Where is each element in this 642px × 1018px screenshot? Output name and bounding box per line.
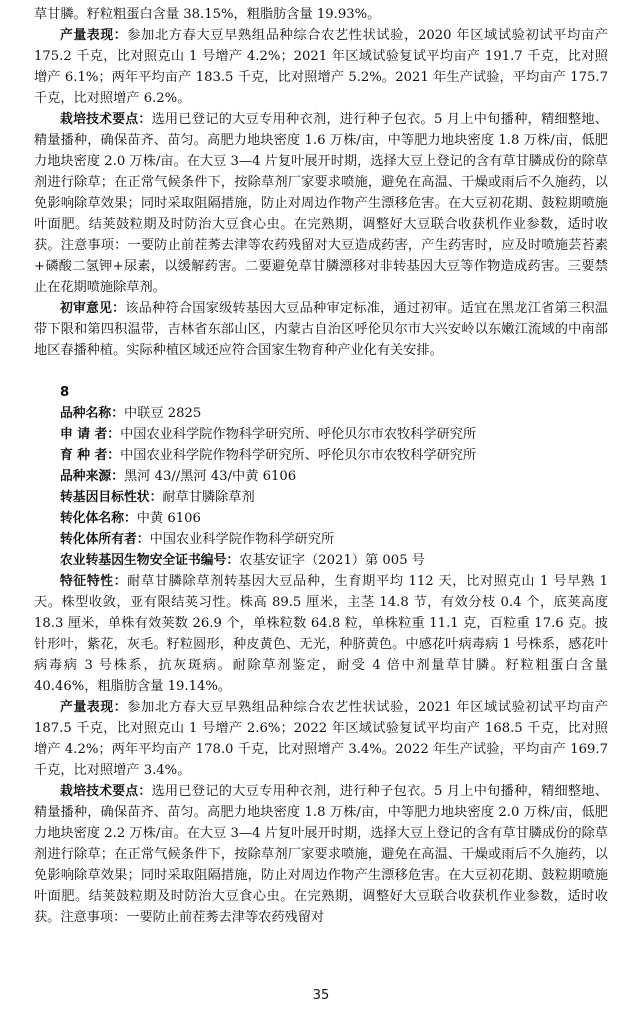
source-row — [34, 466, 608, 487]
breeder-value: 中国农业科学院作物科学研究所、呼伦贝尔市农牧科学研究所 — [120, 448, 477, 463]
prev-opinion-text: 该品种符合国家级转基因大豆品种审定标准，通过初审。适宜在黑龙江省第三积温带下限和第四积温带，吉林省东部山区，内蒙古自治区呼伦贝尔市大兴安岭以东嫩江流域的中南部地区春播种植。实际种植区域还应符合国家生物育种产业化有关安排。 — [34, 301, 609, 358]
feature-label: 特征特性： — [60, 574, 128, 589]
certificate-row — [34, 550, 608, 571]
prev-yield-paragraph — [34, 25, 608, 109]
breeder-label: 育 种 者： — [60, 448, 121, 463]
owner-label: 转化体所有者： — [60, 532, 150, 547]
variety-name-row — [34, 403, 608, 424]
entry-number: 8 — [60, 385, 70, 400]
event-row — [34, 508, 608, 529]
certificate-value: 农基安证字（2021）第 005 号 — [239, 553, 425, 568]
breeder-row — [34, 445, 608, 466]
prev-opinion-paragraph — [34, 298, 608, 361]
cultivation-text: 选用已登记的大豆专用种衣剂，进行种子包衣。5 月上中旬播种，精细整地、精量播种，确保苗齐、苗匀。高肥力地块密度 1.8 万株/亩，中等肥力地块密度 2.0 万株/亩，低肥力地块密度 2.2 万株/亩。在大豆 3—4 片复叶展开时期，选择大豆上登记的含有草甘膦成份的除草剂进行除草；在正常气候条件下，按除草剂厂家要求喷施，避免在高温、干燥或雨后不久施药，以免影响除草效果；同时采取阻隔措施，防止对周边作物产生漂移危害。在大豆初花期、鼓粒期喷施叶面肥。结荚鼓粒期及时防治大豆食心虫。在完熟期，调整好大豆联合收获机作业参数，适时收获。注意事项：一要防止前茬莠去津等农药残留对 — [34, 784, 608, 925]
applicant-label: 申 请 者： — [60, 427, 121, 442]
yield-paragraph — [34, 697, 608, 781]
trait-label: 转基因目标性状： — [60, 490, 163, 505]
prev-cultivation-label: 栽培技术要点： — [60, 112, 152, 127]
prev-quality-tail: 草甘膦。籽粒粗蛋白含量 38.15%，粗脂肪含量 19.93%。 — [34, 7, 381, 22]
prev-yield-label: 产量表现： — [60, 28, 128, 43]
document-page — [34, 4, 608, 928]
prev-cultivation-paragraph — [34, 109, 608, 298]
source-value: 黑河 43//黑河 43/中黄 6106 — [123, 469, 297, 484]
applicant-value: 中国农业科学院作物科学研究所、呼伦贝尔市农牧科学研究所 — [120, 427, 477, 442]
page-number: 35 — [312, 988, 330, 1003]
yield-label: 产量表现： — [60, 700, 128, 715]
event-label: 转化体名称： — [60, 511, 137, 526]
prev-opinion-label: 初审意见： — [60, 301, 126, 316]
prev-yield-text: 参加北方春大豆早熟组品种综合农艺性状试验，2020 年区域试验初试平均亩产 175.2 千克，比对照克山 1 号增产 4.2%；2021 年区域试验复试平均亩产 191.7 千克，比对照增产 6.1%；两年平均亩产 183.5 千克，比对照增产 5.2%。2021 年生产试验，平均亩产 175.7 千克，比对照增产 6.2%。 — [34, 28, 608, 106]
variety-name-value: 中联豆 2825 — [123, 406, 202, 421]
certificate-label: 农业转基因生物安全证书编号： — [60, 553, 240, 568]
applicant-row — [34, 424, 608, 445]
variety-name-label: 品种名称： — [60, 406, 124, 421]
feature-paragraph — [34, 571, 608, 697]
cultivation-label: 栽培技术要点： — [60, 784, 152, 799]
cultivation-paragraph — [34, 781, 608, 928]
prev-cultivation-text: 选用已登记的大豆专用种衣剂，进行种子包衣。5 月上中旬播种，精细整地、精量播种，确保苗齐、苗匀。高肥力地块密度 1.6 万株/亩，中等肥力地块密度 1.8 万株/亩，低肥力地块密度 2.0 万株/亩。在大豆 3—4 片复叶展开时期，选择大豆上登记的含有草甘膦成份的除草剂进行除草；在正常气候条件下，按除草剂厂家要求喷施，避免在高温、干燥或雨后不久施药，以免影响除草效果；同时采取阻隔措施，防止对周边作物产生漂移危害。在大豆初花期、鼓粒期喷施叶面肥。结荚鼓粒期及时防治大豆食心虫。在完熟期，调整好大豆联合收获机作业参数，适时收获。注意事项：一要防止前茬莠去津等农药残留对大豆造成药害，产生药害时，应及时喷施芸苔素+磷酸二氢钾+尿素，以缓解药害。二要避免草甘膦漂移对非转基因大豆等作物造成药害。三要禁止在花期喷施除草剂。 — [34, 112, 608, 295]
yield-text: 参加北方春大豆早熟组品种综合农艺性状试验，2021 年区域试验初试平均亩产 187.5 千克，比对照克山 1 号增产 2.6%；2022 年区域试验复试平均亩产 168.5 千克，比对照增产 4.2%；两年平均亩产 178.0 千克，比对照增产 3.4%。2022 年生产试验，平均亩产 169.7 千克，比对照增产 3.4%。 — [34, 700, 608, 778]
owner-value: 中国农业科学院作物科学研究所 — [149, 532, 335, 547]
owner-row — [34, 529, 608, 550]
trait-value: 耐草甘膦除草剂 — [162, 490, 255, 505]
feature-text: 耐草甘膦除草剂转基因大豆品种，生育期平均 112 天，比对照克山 1 号早熟 1 天。株型收敛，亚有限结荚习性。株高 89.5 厘米，主茎 14.8 节，有效分枝 0.4 个，底荚高度 18.3 厘米，单株有效荚数 26.9 个，单株粒数 64.8 粒，单株粒重 11.1 克，百粒重 17.6 克。披针形叶，紫花，灰毛。籽粒圆形，种皮黄色、无光，种脐黄色。中感花叶病毒病 1 号株系，感花叶病毒病 3 号株系，抗灰斑病。耐除草剂鉴定，耐受 4 倍中剂量草甘膦。籽粒粗蛋白含量 40.46%，粗脂肪含量 19.14%。 — [34, 574, 608, 694]
source-label: 品种来源： — [60, 469, 124, 484]
event-value: 中黄 6106 — [136, 511, 201, 526]
trait-row — [34, 487, 608, 508]
